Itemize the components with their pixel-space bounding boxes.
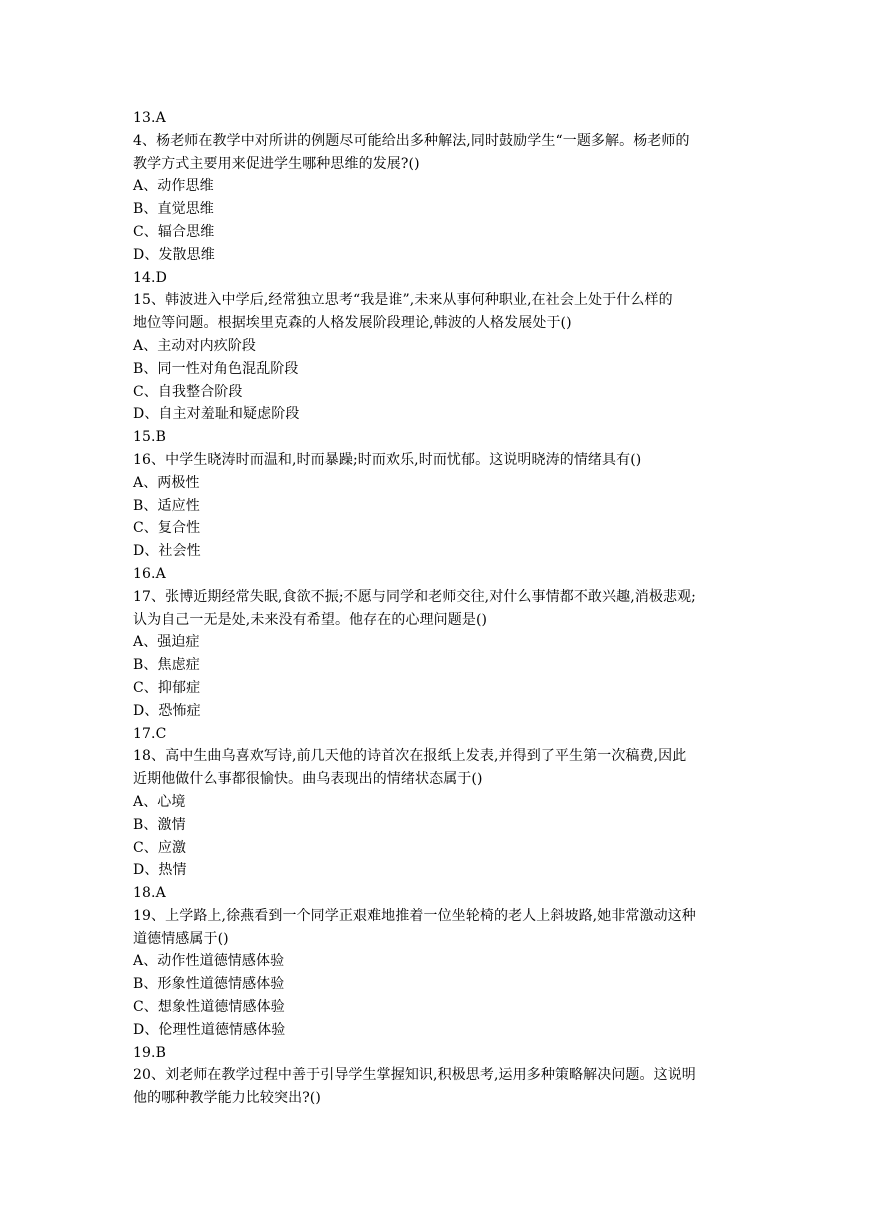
text-line: 道德情感属于() bbox=[133, 930, 229, 947]
text-line: 17、张博近期经常失眠,食欲不振;不愿与同学和老师交往,对什么事情都不敢兴趣,消极悲观; bbox=[133, 588, 696, 605]
text-line: D、发散思维 bbox=[133, 246, 215, 263]
text-line: A、强迫症 bbox=[133, 634, 200, 651]
text-line: 近期他做什么事都很愉快。曲乌表现出的情绪状态属于() bbox=[133, 771, 483, 788]
text-line: 地位等问题。根据埃里克森的人格发展阶段理论,韩波的人格发展处于() bbox=[133, 315, 572, 332]
text-line: A、心境 bbox=[133, 793, 186, 810]
text-line: A、动作思维 bbox=[133, 178, 214, 195]
text-line: 13.A bbox=[133, 110, 166, 126]
text-line: 15.B bbox=[133, 429, 166, 446]
text-line: 16、中学生晓涛时而温和,时而暴躁;时而欢乐,时而忧郁。这说明晓涛的情绪具有() bbox=[133, 451, 642, 468]
text-line: 19.B bbox=[133, 1044, 166, 1061]
text-line: 他的哪种教学能力比较突出?() bbox=[133, 1090, 321, 1107]
text-line: 18、高中生曲乌喜欢写诗,前几天他的诗首次在报纸上发表,并得到了平生第一次稿费,因此 bbox=[133, 748, 687, 765]
text-line: 4、杨老师在教学中对所讲的例题尽可能给出多种解法,同时鼓励学生“一题多解。杨老师的 bbox=[133, 132, 690, 149]
text-line: C、辐合思维 bbox=[133, 223, 215, 240]
text-line: C、应激 bbox=[133, 839, 187, 856]
text-line: 14.D bbox=[133, 269, 167, 286]
text-line: C、自我整合阶段 bbox=[133, 383, 243, 400]
text-line: B、直觉思维 bbox=[133, 201, 214, 218]
text-line: D、恐怖症 bbox=[133, 702, 201, 719]
text-line: D、社会性 bbox=[133, 543, 201, 560]
text-line: A、动作性道德情感体验 bbox=[133, 953, 285, 970]
document-text bbox=[133, 107, 809, 1110]
text-line: C、抑郁症 bbox=[133, 679, 201, 696]
text-line: B、同一性对角色混乱阶段 bbox=[133, 360, 299, 377]
text-line: B、激情 bbox=[133, 816, 186, 833]
text-line: 20、刘老师在教学过程中善于引导学生掌握知识,积极思考,运用多种策略解决问题。这说明 bbox=[133, 1067, 696, 1084]
text-line: 17.C bbox=[133, 725, 167, 742]
text-line: 16.A bbox=[133, 565, 166, 582]
text-line: D、自主对羞耻和疑虑阶段 bbox=[133, 406, 300, 423]
text-line: 19、上学路上,徐燕看到一个同学正艰难地推着一位坐轮椅的老人上斜坡路,她非常激动这种 bbox=[133, 907, 696, 924]
text-line: 18.A bbox=[133, 885, 166, 902]
text-line: A、两极性 bbox=[133, 474, 200, 491]
text-line: B、焦虑症 bbox=[133, 657, 200, 674]
text-line: 15、韩波进入中学后,经常独立思考“我是谁”,未来从事何种职业,在社会上处于什么样的 bbox=[133, 292, 673, 309]
text-line: B、形象性道德情感体验 bbox=[133, 976, 285, 993]
text-line: C、复合性 bbox=[133, 520, 201, 537]
text-line: 教学方式主要用来促进学生哪种思维的发展?() bbox=[133, 155, 420, 172]
text-line: C、想象性道德情感体验 bbox=[133, 999, 285, 1016]
text-line: B、适应性 bbox=[133, 497, 200, 514]
text-line: 认为自己一无是处,未来没有希望。他存在的心理问题是() bbox=[133, 611, 488, 628]
text-line: D、伦理性道德情感体验 bbox=[133, 1021, 286, 1038]
text-line: A、主动对内疚阶段 bbox=[133, 337, 257, 354]
text-line: D、热情 bbox=[133, 862, 187, 879]
